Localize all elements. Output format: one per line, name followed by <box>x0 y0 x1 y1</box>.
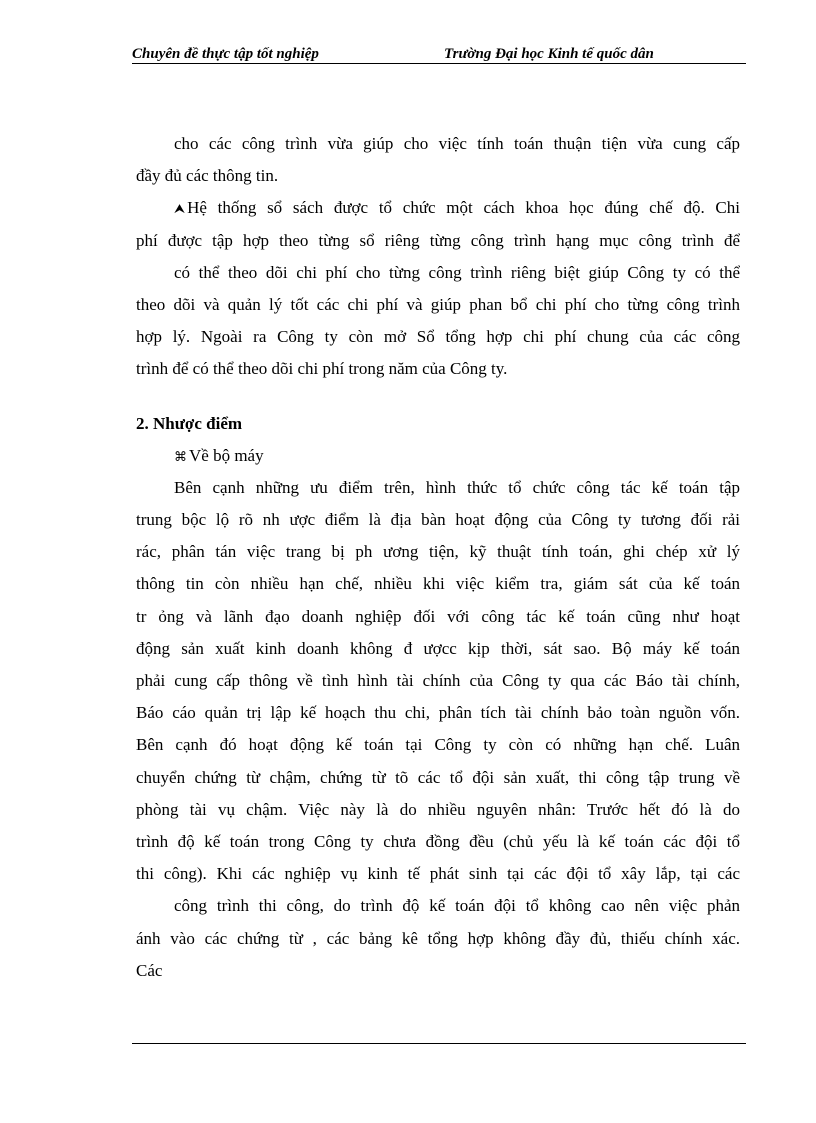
header-left-text: Chuyên đề thực tập tốt nghiệp <box>132 46 319 62</box>
text-line: thi công). Khi các nghiệp vụ kinh tế phát sinh tại các đội tổ xây lắp, tại các <box>136 864 740 884</box>
text-line: phải cung cấp thông về tình hình tài chính của Công ty qua các Báo tài chính, <box>136 671 740 690</box>
subheading-text: Về bộ máy <box>189 445 264 465</box>
text-line: theo dõi và quản lý tốt các chi phí và giúp phan bổ chi phí cho từng công trình <box>136 294 740 314</box>
text-line: trình độ kế toán trong Công ty chưa đồng đều (chủ yếu là kế toán các đội tổ <box>136 831 740 851</box>
header-right-text: Trường Đại học Kinh tế quốc dân <box>444 46 654 62</box>
text-line: động sản xuất kinh doanh không đ ượcc kịp thời, sát sao. Bộ máy kế toán <box>136 638 740 658</box>
text-line: Bên cạnh đó hoạt động kế toán tại Công ty còn có những hạn chế. Luân <box>136 735 740 755</box>
text-line: trung bộc lộ rõ nh ược điểm là địa bàn hoạt động của Công ty tương đối rải <box>136 510 740 530</box>
text-line: hợp lý. Ngoài ra Công ty còn mở Sổ tổng hợp chi phí chung của các công <box>136 327 740 347</box>
command-bullet-icon: ⌘ <box>174 448 187 464</box>
text-line: phòng tài vụ chậm. Việc này là do nhiều nguyên nhân: Trước hết đó là do <box>136 799 740 819</box>
text-line: Bên cạnh những ưu điểm trên, hình thức tổ chức công tác kế toán tập <box>174 477 740 497</box>
text-line: phí được tập hợp theo từng sổ riêng từng công trình hạng mục công trình để <box>136 230 740 250</box>
text-line: trình để có thể theo dõi chi phí trong năm của Công ty. <box>136 359 508 379</box>
text-line: rác, phân tán việc trang bị ph ương tiện, kỹ thuật tính toán, ghi chép xử lý <box>136 542 740 562</box>
text-line-content: Hệ thống sổ sách được tổ chức một cách khoa học đúng chế độ. Chi <box>187 198 740 218</box>
text-line: cho các công trình vừa giúp cho việc tính toán thuận tiện vừa cung cấp <box>174 134 740 153</box>
text-line <box>136 192 740 224</box>
header-rule <box>132 63 746 64</box>
text-line: đầy đủ các thông tin. <box>136 166 279 186</box>
text-line: chuyển chứng từ chậm, chứng từ tõ các tổ đội sản xuất, thi công tập trung về <box>136 767 740 787</box>
text-line: Các <box>136 960 163 980</box>
section-heading: 2. Nhược điểm <box>136 413 243 433</box>
subheading <box>136 440 740 472</box>
text-line: ánh vào các chứng từ , các bảng kê tổng hợp không đầy đủ, thiếu chính xác. <box>136 928 740 948</box>
text-line: thông tin còn nhiều hạn chế, nhiều khi việc kiểm tra, giám sát của kế toán <box>136 574 740 594</box>
text-line: có thể theo dõi chi phí cho từng công trình riêng biệt giúp Công ty có thể <box>174 262 740 282</box>
text-line: tr ỏng và lãnh đạo doanh nghiệp đối với công tác kế toán cũng như hoạt <box>136 606 740 626</box>
text-line: Báo cáo quản trị lập kế hoạch thu chi, phân tích tài chính bảo toàn nguồn vốn. <box>136 703 740 723</box>
footer-rule <box>132 1043 746 1044</box>
spacer <box>136 386 740 408</box>
page-body <box>136 128 740 987</box>
text-line: công trình thi công, do trình độ kế toán đội tổ không cao nên việc phản <box>174 896 740 916</box>
arrow-bullet-icon: ⮝ <box>174 201 186 217</box>
